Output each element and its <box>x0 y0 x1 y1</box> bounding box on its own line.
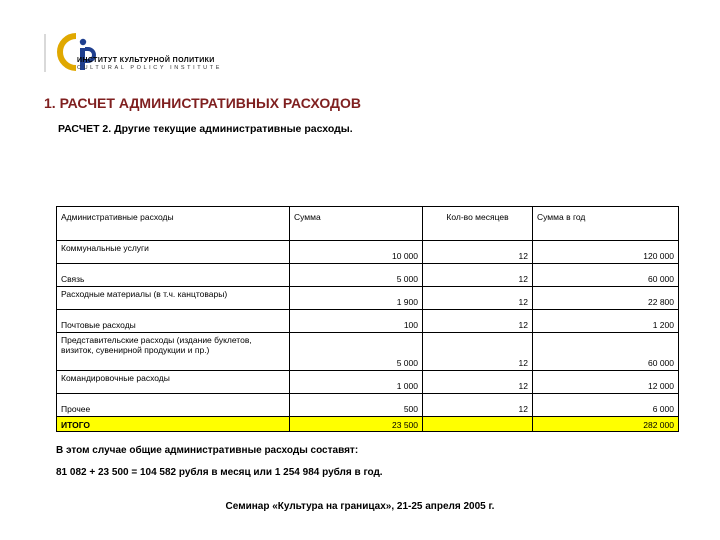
row-amount: 100 <box>290 310 423 333</box>
table-row <box>57 241 679 264</box>
total-amount: 23 500 <box>290 417 423 432</box>
row-amount: 10 000 <box>290 241 423 264</box>
row-amount: 1 900 <box>290 287 423 310</box>
row-annual: 12 000 <box>533 371 679 394</box>
logo-title: ИНСТИТУТ КУЛЬТУРНОЙ ПОЛИТИКИ <box>77 57 215 64</box>
row-months: 12 <box>423 287 533 310</box>
table-row <box>57 333 679 371</box>
logo-subtitle: CULTURAL POLICY INSTITUTE <box>77 65 222 71</box>
row-months: 12 <box>423 264 533 287</box>
table-row <box>57 371 679 394</box>
section-subtitle: РАСЧЕТ 2. Другие текущие административные расходы. <box>58 123 353 135</box>
header-expense-type: Административные расходы <box>57 207 290 241</box>
page-title: 1. РАСЧЕТ АДМИНИСТРАТИВНЫХ РАСХОДОВ <box>44 95 362 111</box>
footer-caption: Семинар «Культура на границах», 21-25 апреля 2005 г. <box>225 501 495 512</box>
summary-block <box>56 440 383 484</box>
row-months: 12 <box>423 333 533 371</box>
row-annual: 6 000 <box>533 394 679 417</box>
table-row <box>57 287 679 310</box>
row-annual: 60 000 <box>533 333 679 371</box>
row-name: Прочее <box>57 394 290 417</box>
header-annual: Сумма в год <box>533 207 679 241</box>
table-row <box>57 394 679 417</box>
row-months: 12 <box>423 241 533 264</box>
row-months: 12 <box>423 371 533 394</box>
row-amount: 5 000 <box>290 333 423 371</box>
row-name: Командировочные расходы <box>57 371 290 394</box>
total-label: ИТОГО <box>57 417 290 432</box>
table-header-row <box>57 207 679 241</box>
row-annual: 1 200 <box>533 310 679 333</box>
row-name: Связь <box>57 264 290 287</box>
row-months: 12 <box>423 394 533 417</box>
table-row <box>57 310 679 333</box>
summary-line-2: 81 082 + 23 500 = 104 582 рубля в месяц или 1 254 984 рубля в год. <box>56 467 383 478</box>
table-row <box>57 264 679 287</box>
header-amount: Сумма <box>290 207 423 241</box>
row-amount: 500 <box>290 394 423 417</box>
logo-divider <box>44 34 46 72</box>
row-name: Расходные материалы (в т.ч. канцтовары) <box>57 287 290 310</box>
row-name: Представительские расходы (издание буклетов, визиток, сувенирной продукции и пр.) <box>57 333 290 371</box>
row-months: 12 <box>423 310 533 333</box>
row-annual: 120 000 <box>533 241 679 264</box>
summary-line-1: В этом случае общие административные расходы составят: <box>56 445 359 456</box>
expenses-table <box>56 206 679 432</box>
table-total-row <box>57 417 679 432</box>
total-annual: 282 000 <box>533 417 679 432</box>
row-amount: 5 000 <box>290 264 423 287</box>
logo-dot <box>80 39 86 45</box>
row-name: Коммунальные услуги <box>57 241 290 264</box>
row-name: Почтовые расходы <box>57 310 290 333</box>
row-annual: 60 000 <box>533 264 679 287</box>
header-months: Кол-во месяцев <box>423 207 533 241</box>
row-annual: 22 800 <box>533 287 679 310</box>
row-amount: 1 000 <box>290 371 423 394</box>
logo-c-shape <box>60 36 76 68</box>
total-months <box>423 417 533 432</box>
